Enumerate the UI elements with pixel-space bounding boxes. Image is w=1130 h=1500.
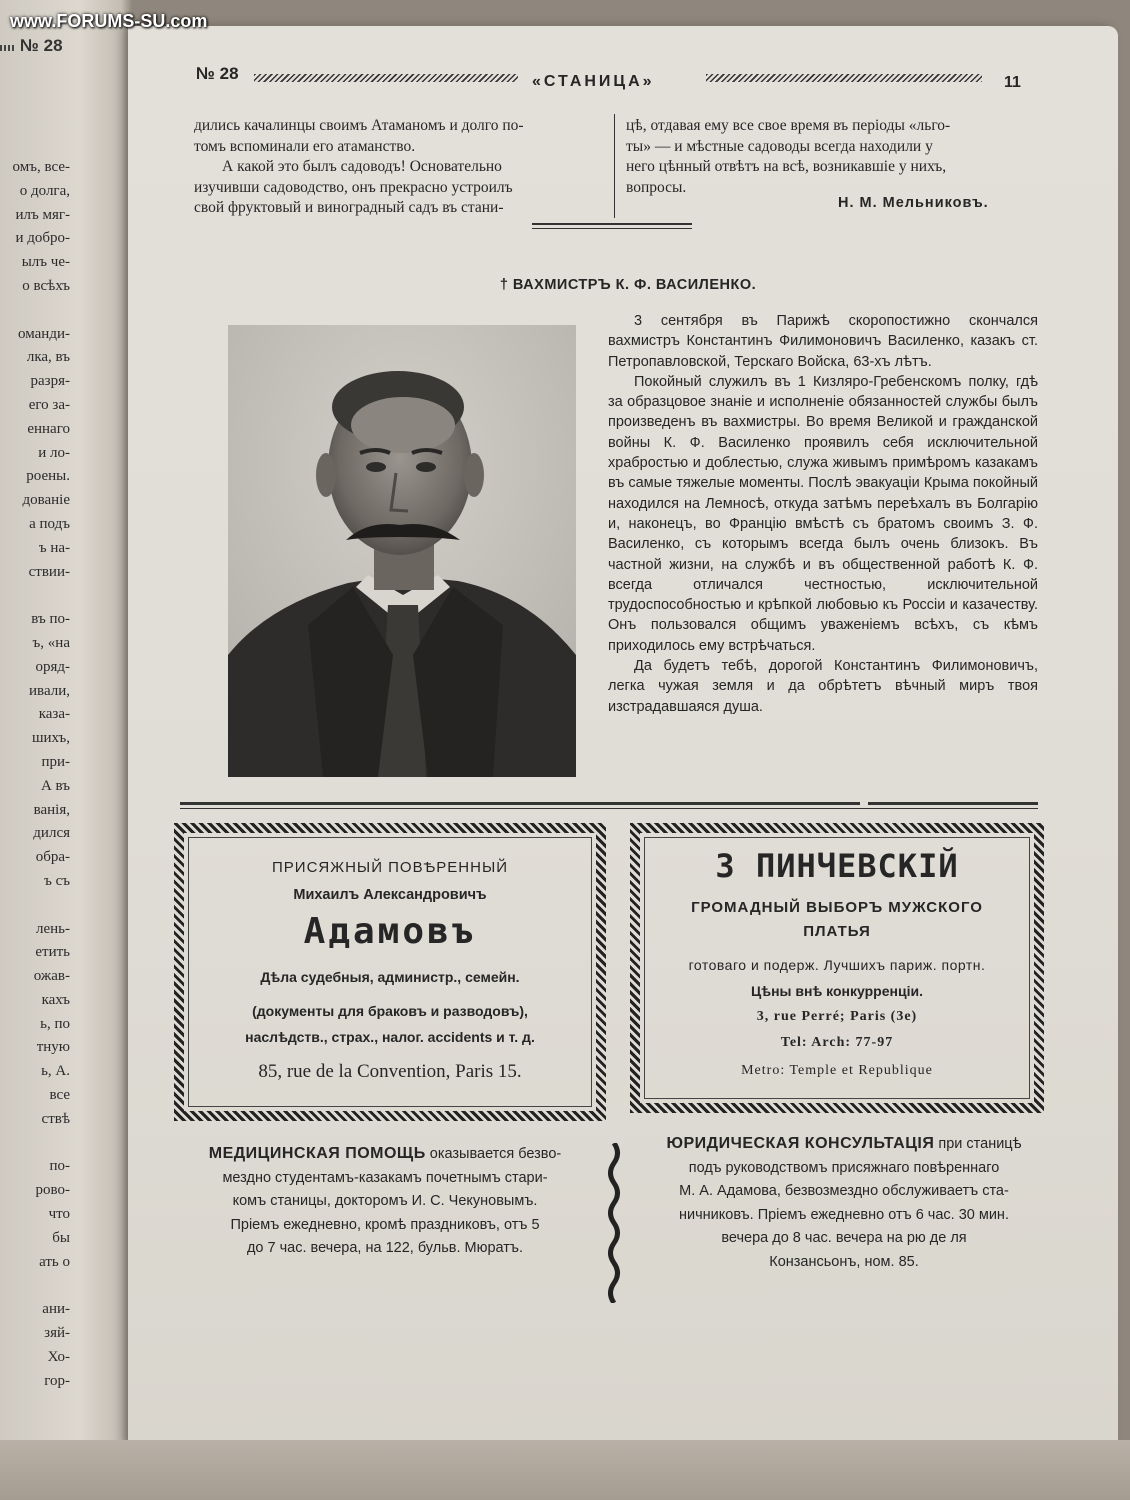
left-page-line: дованіе (22, 492, 70, 509)
left-page-line: ь, А. (41, 1063, 70, 1080)
obituary-paragraph: 3 сентября въ Парижѣ скоропостижно скончался вахмистръ Константинъ Филимоновичъ Василенко, казакъ ст. Петропавловской, Терскаго Войска, 63-хъ лѣтъ. (608, 313, 1038, 370)
left-page-line: рово- (35, 1182, 70, 1199)
left-page-line: ылъ че- (21, 254, 70, 271)
ad-tailor-address: 3, rue Perré; Paris (3e) (756, 1009, 918, 1024)
left-page-line: ъ съ (44, 872, 70, 889)
article-line: ты» — и мѣстные садоводы всегда находили у (626, 137, 933, 155)
section-rule (532, 223, 692, 225)
notice-first-line (180, 1142, 590, 1167)
left-page-line: тную (36, 1039, 70, 1056)
left-page-line: о всѣхъ (22, 277, 70, 294)
portrait-photo (228, 325, 576, 777)
ad-tailor-line: Цѣны внѣ конкурренціи. (751, 983, 923, 999)
left-page-line: оряд- (35, 658, 70, 675)
notice-line: подъ руководствомъ присяжнаго повѣреннаго (688, 1159, 1000, 1176)
left-page-line: ожав- (33, 968, 70, 985)
left-page-line: омъ, все- (12, 159, 70, 175)
left-page-edge (0, 0, 132, 1500)
article-line: него цѣнный отвѣтъ на всѣ, возникавшіе у нихъ, (626, 158, 947, 175)
left-page-line: ь, по (40, 1015, 70, 1032)
column-divider (614, 114, 615, 218)
left-page-line: роены. (26, 468, 70, 485)
left-page-line: еннаго (27, 420, 70, 437)
obituary-paragraph: Покойный служилъ въ 1 Кизляро-Гребенскомъ полку, гдѣ за образцовое знаніе и исполненіе обязанностей службы былъ произведенъ въ вахмистры. Во время Великой и гражданской войны К. Ф. Василенко проявилъ себя исключительной храбростью и доблестью, служа живымъ примѣромъ казакамъ въ самые тяжелые моменты. Послѣ эвакуаціи Крыма покойный находился на Лемносѣ, откуда затѣмъ переѣхалъ въ Болгарію и, наконецъ, во Францію вмѣстѣ съ братомъ своимъ З. Ф. Василенко, съ которымъ всегда былъ очень близокъ. Въ частной жизни, на службѣ и въ общественной работѣ К. Ф. всегда отличался честностью, исключительной трудоспособностью и крѣпкой любовью къ Россіи и казачеству. Онъ пользовался общимъ уваженіемъ всѣхъ, съ кѣмъ приходилось ему встрѣчаться. (608, 373, 1038, 654)
left-page-line: а подъ (29, 515, 70, 532)
ad-tailor-phone: Tel: Arch: 77-97 (780, 1035, 894, 1050)
ad-lawyer-first-name: Михаилъ Александровичъ (293, 887, 487, 903)
left-page-line: Хо- (47, 1348, 70, 1365)
notice-line: Конзансьонъ, ном. 85. (769, 1253, 919, 1270)
notice-line: Пріемъ ежедневно, кромѣ праздниковъ, отъ 5 (230, 1216, 540, 1233)
left-page-line: ствии- (28, 563, 70, 580)
left-page-line: лка, въ (26, 349, 70, 366)
left-page-line: шихъ, (31, 730, 70, 747)
article-right-column (626, 116, 1028, 198)
left-page-line: въ по- (31, 611, 70, 628)
notice-line: при станицѣ (938, 1136, 1022, 1152)
article-left-column (194, 116, 602, 219)
issue-number: № 28 (196, 64, 239, 83)
article-line: цѣ, отдавая ему все свое время въ періоды «льго- (626, 117, 951, 134)
left-page-line: бы (52, 1229, 70, 1246)
notice-line: оказывается безво- (429, 1146, 562, 1162)
obituary-paragraph: Да будетъ тебѣ, дорогой Константинъ Филимоновичъ, легка чужая земля и да обрѣтетъ вѣчный миръ твоя изстрадавшаяся душа. (608, 658, 1038, 715)
obituary-text (608, 311, 1038, 717)
left-page-number: № 28 (0, 36, 63, 56)
left-page-line: каза- (38, 706, 70, 723)
notice-line: мездно студентамъ-казакамъ почетнымъ стари- (222, 1169, 548, 1186)
ad-lawyer-title: ПРИСЯЖНЫЙ ПОВѢРЕННЫЙ (272, 859, 508, 876)
left-page-line: ванія, (33, 801, 70, 818)
notice-line: вечера до 8 час. вечера на рю де ля (721, 1230, 967, 1246)
ad-lawyer-line: (документы для браковъ и разводовъ), (252, 1003, 528, 1019)
notice-medical-title: МЕДИЦИНСКАЯ ПОМОЩЬ (208, 1145, 426, 1162)
header-wave-right (706, 74, 982, 82)
section-rule (180, 802, 860, 805)
ad-tailor-metro: Metro: Temple et Republique (741, 1063, 933, 1078)
section-rule (868, 802, 1038, 805)
left-page-line: все (49, 1087, 70, 1104)
portrait-image (228, 325, 576, 777)
ad-lawyer-address: 85, rue de la Convention, Paris 15. (258, 1061, 522, 1082)
article-signature: Н. М. Мельниковъ. (838, 195, 989, 211)
left-page-line: илъ мяг- (15, 206, 70, 223)
notice-legal-title: ЮРИДИЧЕСКАЯ КОНСУЛЬТАЦІЯ (666, 1135, 935, 1152)
article-line: свой фруктовый и виноградный садъ въ стани- (194, 199, 504, 216)
left-page-line: лень- (35, 920, 70, 937)
left-page-line: и ло- (38, 444, 70, 461)
left-page-line: разря- (30, 373, 70, 390)
ad-lawyer-surname: Адамовъ (303, 911, 477, 952)
left-page-line: гор- (44, 1372, 70, 1389)
left-page-line: его за- (28, 396, 70, 413)
advertisement-tailor (630, 823, 1044, 1113)
left-page-line: ивали, (29, 682, 70, 699)
left-page-line: при- (41, 753, 70, 770)
newspaper-page (128, 26, 1118, 1446)
left-page-line: ствѣ (41, 1110, 70, 1127)
ad-tailor-name: З ПИНЧЕВСКІЙ (715, 847, 959, 885)
left-page-text (13, 156, 70, 1393)
article-line: А какой это былъ садоводъ! Основательно (222, 158, 502, 175)
notice-line: М. А. Адамова, безвозмездно обслуживаетъ ста- (679, 1183, 1009, 1199)
left-page-line: дился (33, 825, 70, 842)
left-page-line: етить (35, 944, 70, 961)
left-page-line: о долга, (19, 182, 70, 199)
left-page-line (13, 1274, 70, 1298)
article-line: дились качалинцы своимъ Атаманомъ и долго по- (194, 117, 524, 134)
article-line: томъ вспоминали его атаманство. (194, 137, 416, 155)
notice-line: ничниковъ. Пріемъ ежедневно отъ 6 час. 30 мин. (679, 1206, 1009, 1223)
header-wave-left (254, 74, 518, 82)
left-page-line: ъ, «на (32, 634, 70, 651)
left-page-line: что (48, 1206, 70, 1223)
section-rule (180, 808, 1038, 809)
advertisement-lawyer (174, 823, 606, 1121)
ad-tailor-line: ГРОМАДНЫЙ ВЫБОРЪ МУЖСКОГО (691, 899, 983, 916)
section-rule (532, 228, 692, 229)
article-line: вопросы. (626, 178, 687, 196)
left-page-line (13, 299, 70, 323)
left-page-line: ать о (39, 1253, 70, 1270)
ad-lawyer-line: Дѣла судебныя, администр., семейн. (260, 969, 520, 985)
left-page-line: и добро- (15, 230, 70, 247)
watermark: www.FORUMS-SU.com (10, 11, 208, 31)
left-page-line: А въ (40, 777, 70, 794)
left-page-line: ани- (42, 1301, 70, 1318)
ad-tailor-line: готоваго и подерж. Лучшихъ париж. портн. (688, 957, 986, 973)
left-page-line: ъ на- (38, 539, 70, 556)
ad-lawyer-line: наслѣдств., страх., налог. accidents и т. д. (245, 1029, 535, 1045)
notice-medical (180, 1142, 590, 1261)
newspaper-title: «СТАНИЦА» (532, 73, 655, 90)
notice-line: до 7 час. вечера, на 122, бульв. Мюратъ. (246, 1240, 524, 1256)
page-stack-bottom (0, 1440, 1130, 1500)
page-number: 11 (1004, 74, 1021, 91)
left-page-line: зяй- (44, 1325, 70, 1342)
left-page-line (13, 894, 70, 918)
notice-first-line (634, 1132, 1054, 1157)
left-page-line: по- (49, 1158, 70, 1175)
left-page-line (13, 584, 70, 608)
notice-legal (634, 1132, 1054, 1274)
left-page-line: обра- (35, 849, 70, 866)
ornament-divider (607, 1143, 621, 1303)
ad-tailor-line: ПЛАТЬЯ (803, 923, 871, 940)
notice-line: комъ станицы, докторомъ И. С. Чекуновымъ. (232, 1193, 538, 1209)
left-page-line: кахъ (41, 991, 70, 1008)
article-line: изучивши садоводство, онъ прекрасно устроилъ (194, 178, 513, 196)
obituary-title: † ВАХМИСТРЪ К. Ф. ВАСИЛЕНКО. (499, 277, 757, 293)
left-page-line (13, 1132, 70, 1156)
left-page-line: оманди- (18, 325, 70, 342)
